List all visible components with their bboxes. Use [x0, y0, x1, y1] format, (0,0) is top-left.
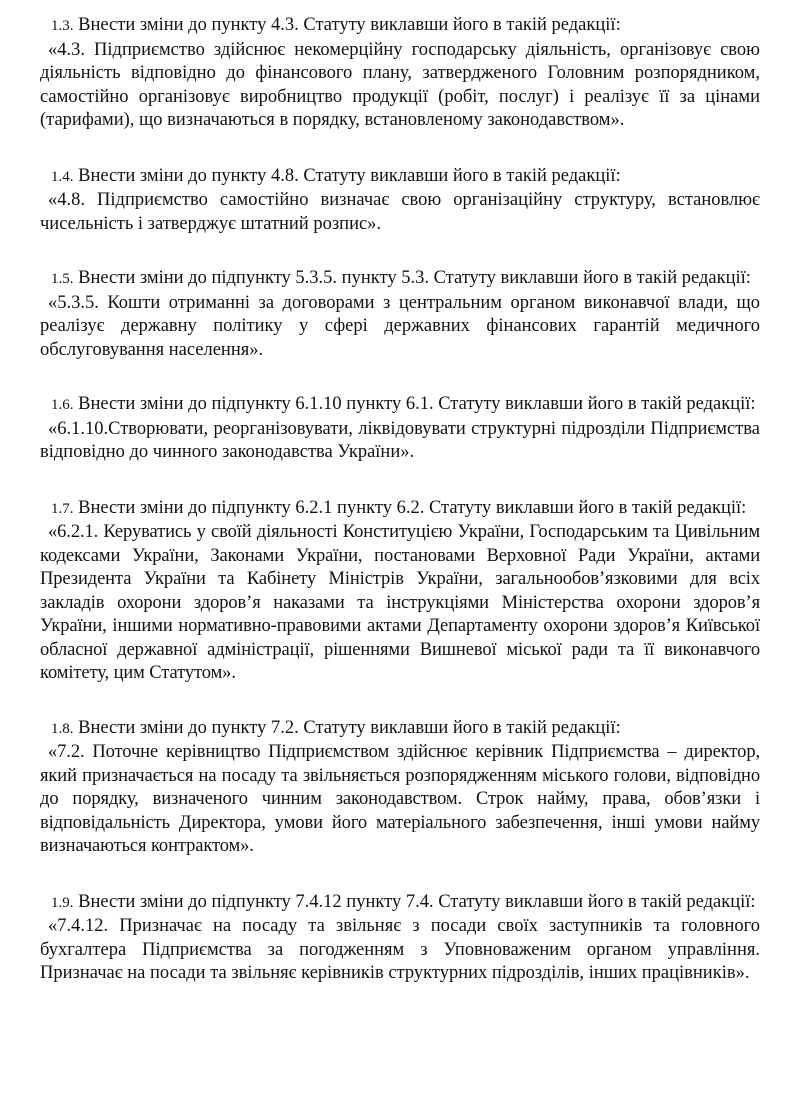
section-quoted-text: «4.3. Підприємство здійснює некомерційну господарську діяльність, організовує свою діяльність відповідно до фінансового плану, затвердженого Головним розпорядником, самостійно організовує виробництво продукції (робіт, послуг) і реалізує її за цінами (тарифами), що визначаються в порядку, встановленому законодавством». — [40, 39, 760, 130]
section-number: 1.5. — [51, 271, 74, 287]
section-heading-text: Внести зміни до підпункту 7.4.12 пункту 7.4. Статуту виклавши його в такій редакції: — [78, 891, 756, 912]
amendment-section-1-4 — [40, 165, 760, 237]
section-quoted-text: «7.4.12. Призначає на посаду та звільняє з посади своїх заступників та головного бухгалтера Підприємства за погодженням з Уповноваженим органом управління. Призначає на посади та звільняє керівників структурних підрозділів, інших працівників». — [40, 916, 760, 983]
section-heading-text: Внести зміни до пункту 4.8. Статуту виклавши його в такій редакції: — [78, 165, 621, 186]
section-heading — [40, 14, 760, 39]
amendment-section-1-3 — [40, 14, 760, 133]
section-heading-text: Внести зміни до пункту 4.3. Статуту виклавши його в такій редакції: — [78, 15, 621, 35]
section-number: 1.9. — [51, 894, 74, 911]
section-quoted-text: «6.2.1. Керуватись у своїй діяльності Конституцією України, Господарським та Цивільним кодексами України, Законами України, постановами Верховної Ради України, актами Президента України та Кабінету Міністрів України, загальнообов’язковими для всіх закладів охорони здоров’я наказами та інструкціями Міністерства охорони здоров’я України, іншими нормативно-правовими актами Департаменту охорони здоров’я Київської обласної державної адміністрації, рішеннями Вишневої міської ради та її виконавчого комітету, цим Статутом». — [40, 522, 760, 683]
section-heading — [40, 497, 760, 522]
section-number: 1.6. — [51, 397, 74, 413]
section-heading — [40, 393, 760, 418]
section-quoted-text: «4.8. Підприємство самостійно визначає свою організаційну структуру, встановлює чисельність і затверджує штатний розпис». — [40, 190, 760, 234]
section-heading-text: Внести зміни до підпункту 5.3.5. пункту 5.3. Статуту виклавши його в такій редакції: — [78, 268, 751, 288]
amendment-section-1-9 — [40, 891, 760, 986]
section-heading-text: Внести зміни до підпункту 6.1.10 пункту 6.1. Статуту виклавши його в такій редакції: — [78, 394, 756, 414]
amendment-section-1-7 — [40, 497, 760, 686]
section-quoted-text: «5.3.5. Кошти отриманні за договорами з центральним органом виконавчої влади, що реалізує державну політику у сфері державних фінансових гарантій медичного обслуговування населення». — [40, 292, 760, 360]
section-heading — [40, 165, 760, 190]
section-heading — [40, 717, 760, 742]
section-heading-text: Внести зміни до підпункту 6.2.1 пункту 6.2. Статуту виклавши його в такій редакції: — [78, 497, 747, 518]
section-number: 1.4. — [51, 168, 74, 185]
amendment-section-1-5 — [40, 267, 760, 362]
section-quoted-text: «7.2. Поточне керівництво Підприємством здійснює керівник Підприємства – директор, який призначається на посаду та звільняється розпорядженням міського голови, відповідно до порядку, визначеного чинним законодавством. Строк найму, права, обов’язки і відповідальність Директора, умови його матеріального забезпечення, інші умови найму визначаються контрактом». — [40, 742, 760, 856]
amendment-section-1-8 — [40, 717, 760, 859]
section-number: 1.3. — [51, 18, 74, 34]
amendment-section-1-6 — [40, 393, 760, 465]
section-number: 1.7. — [51, 500, 74, 517]
section-quoted-text: «6.1.10.Створювати, реорганізовувати, ліквідовувати структурні підрозділи Підприємства відповідно до чинного законодавства України». — [40, 418, 760, 462]
section-heading — [40, 267, 760, 292]
section-heading-text: Внести зміни до пункту 7.2. Статуту виклавши його в такій редакції: — [78, 717, 621, 738]
section-number: 1.8. — [51, 720, 74, 737]
section-heading — [40, 891, 760, 916]
